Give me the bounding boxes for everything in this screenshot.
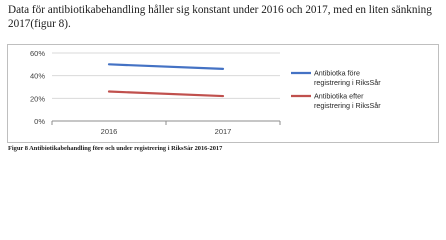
legend-layer xyxy=(291,69,381,111)
x-tick-label: 2016 xyxy=(100,127,118,136)
legend-label-2: Antibiotika efter registrering i RiksSår xyxy=(314,91,381,110)
y-tick-label: 0% xyxy=(34,117,45,126)
chart-svg xyxy=(8,45,440,144)
y-tick-label: 20% xyxy=(29,94,45,104)
x-tick-label: 2017 xyxy=(214,127,232,136)
intro-paragraph: Data för antibiotikabehandling håller sig konstant under 2016 och 2017, med en liten sänkning 2017(figur 8). xyxy=(8,4,432,30)
figure-caption: Figur 8 Antibiotikabehandling före och under registrering i RiksSår 2016-2017 xyxy=(8,145,223,152)
series-line-2 xyxy=(109,92,223,97)
grid-layer xyxy=(52,53,280,121)
y-tick-label: 60% xyxy=(29,49,45,58)
y-tick-label: 40% xyxy=(29,71,45,81)
line-chart xyxy=(7,44,439,143)
series-layer xyxy=(109,64,223,96)
legend-label-1: Antibiotka före registrering i RiksSår xyxy=(314,68,381,87)
series-line-1 xyxy=(109,64,223,69)
